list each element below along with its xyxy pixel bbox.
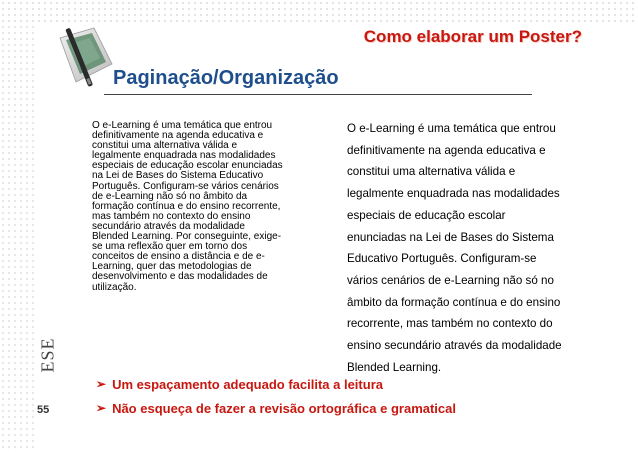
section-title: Paginação/Organização (113, 67, 339, 89)
tip-item (96, 372, 456, 396)
sample-text-spaced (347, 118, 587, 378)
tips-list (96, 372, 456, 420)
arrow-bullet-icon: ➢ (96, 401, 107, 415)
text-line: O e-Learning é uma temática que entrou (347, 122, 556, 135)
dotted-side-band (0, 24, 34, 452)
title-underline (104, 94, 532, 95)
tip-text: Não esqueça de fazer a revisão ortográfica e gramatical (112, 400, 456, 416)
dotted-header-band (0, 0, 638, 24)
header-title: Como elaborar um Poster? (363, 27, 582, 46)
text-line: vários cenários de e-Learning não só no (347, 273, 554, 287)
text-line: âmbito da formação contínua e do ensino (347, 295, 561, 309)
text-line: Blended Learning. (347, 360, 442, 374)
page-number: 55 (37, 404, 50, 416)
arrow-bullet-icon: ➢ (96, 377, 107, 391)
text-line: legalmente enquadrada nas modalidades (347, 187, 560, 201)
text-line: especiais de educação escolar (347, 208, 506, 222)
text-line: recorrente, mas também no contexto do (347, 317, 553, 331)
tip-item (96, 396, 456, 420)
text-line: Educativo Português. Configuram-se (347, 252, 537, 266)
text-line: definitivamente na agenda educativa e (347, 143, 546, 157)
text-line: ensino secundário através da modalidade (347, 339, 562, 353)
side-label: ESE (37, 337, 58, 373)
text-line: constitui uma alternativa válida e (347, 165, 516, 179)
sample-text-compact: O e-Learning é uma temática que entrou definitivamente na agenda educativa e constitui uma alternativa válida e legalmente enquadrada nas modalidades especiais de educação escolar enunciadas na Lei de Bases do Sistema Educativo Português. Configuram-se vários cenários de e-Learning não só no âmbito da formação contínua e do ensino recorrente, mas também no contexto do ensino secundário através da modalidade Blended Learning. Por conseguinte, exige-se uma reflexão quer em torno dos conceitos de ensino a distância e de e-Learning, quer das metodologias de desenvolvimento e das modalidades de utilização. (92, 120, 283, 293)
tip-text: Um espaçamento adequado facilita a leitura (112, 376, 383, 392)
text-line: enunciadas na Lei de Bases do Sistema (347, 230, 554, 244)
pen-paper-logo-icon (50, 24, 120, 94)
